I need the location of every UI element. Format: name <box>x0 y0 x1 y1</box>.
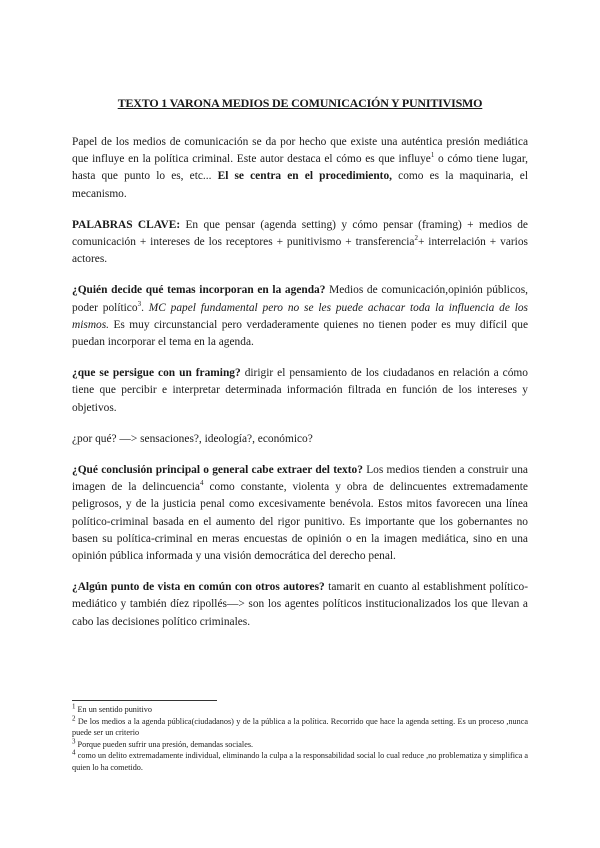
paragraph-framing <box>72 365 528 417</box>
paragraph-text: Papel de los medios de comunicación se da por hecho que existe una auténtica presión mediática que influye en la política criminal. Este autor destaca el cómo es que influye <box>72 136 528 166</box>
paragraph-text: tamarit en cuanto al establishment político-mediático y también díez ripollés—> son los agentes políticos institucionalizados los que llevan a cabo las decisiones político criminales. <box>72 581 528 628</box>
footnote-text: De los medios a la agenda pública(ciudadanos) y de la pública a la política. Recorrido que hace la agenda setting. Es un proceso ,nunca puede ser un criterio <box>72 716 528 738</box>
paragraph-text: como constante, violenta y obra de delincuentes extremadamente peligrosos, y de la justicia penal como excesivamente benévola. Estos mitos favorecen una línea político-criminal basada en el aumento del rigor punitivo. Es importante que los gobernantes no basen su política-criminal en meras encuestas de opinión o en la imagen mediática, sino en una opinión pública informada y una visión democrática del derecho penal. <box>72 481 528 563</box>
paragraph-text: En que pensar (agenda setting) y cómo pensar (framing) + medios de comunicación + intereses de los receptores + punitivismo + transferencia <box>72 218 528 249</box>
footnote-ref[interactable]: 2 <box>414 234 418 243</box>
bold-text: El se centra en el procedimiento, <box>217 170 392 183</box>
document-body <box>72 134 528 645</box>
footnotes <box>72 704 528 774</box>
paragraph-text: + interrelación + varios actores. <box>72 236 528 266</box>
paragraph-text: Medios de comunicación,opinión públicos, poder político <box>72 284 528 314</box>
footnote-separator <box>72 700 217 701</box>
paragraph-agenda <box>72 282 528 351</box>
paragraph-conclusion <box>72 462 528 565</box>
paragraph-text: dirigir el pensamiento de los ciudadanos en relación a cómo tiene que percibir e interpretar determinada información filtrada en función de los intereses y objetivos. <box>72 367 528 414</box>
question-heading: ¿Algún punto de vista en común con otros autores? <box>72 581 325 594</box>
paragraph-text: Los medios tienden a construir una imagen de la delincuencia <box>72 464 528 494</box>
footnote-ref[interactable]: 3 <box>137 299 142 308</box>
footnote <box>72 713 528 739</box>
footnote-number: 2 <box>72 713 76 722</box>
footnote <box>72 739 528 751</box>
italic-text: MC papel fundamental pero no se les puede achacar toda la influencia de los mismos. <box>72 301 528 331</box>
footnote-number: 3 <box>72 737 76 746</box>
footnote-ref[interactable]: 4 <box>199 479 204 488</box>
footnote-number: 4 <box>72 748 76 757</box>
paragraph-text: . <box>141 301 149 314</box>
paragraph-text: Es muy circunstancial pero verdaderamente quienes no tienen poder es muy difícil que puedan incorporar el tema en la agenda. <box>72 318 528 349</box>
footnote-number: 1 <box>72 702 76 711</box>
paragraph-authors <box>72 579 528 631</box>
document-title: TEXTO 1 VARONA MEDIOS DE COMUNICACIÓN Y PUNITIVISMO <box>117 96 483 110</box>
question-heading: ¿Qué conclusión principal o general cabe extraer del texto? <box>72 464 363 477</box>
footnote-text: como un delito extremadamente individual, eliminando la culpa a la responsabilidad social lo cual reduce ,no problematiza y simplifica a quien lo ha cometido. <box>72 751 528 772</box>
footnote <box>72 750 528 773</box>
footnote-text: Porque pueden sufrir una presión, demandas sociales. <box>75 739 254 749</box>
paragraph-intro <box>72 134 528 203</box>
footnote-ref[interactable]: 1 <box>430 151 435 160</box>
footnote <box>72 704 528 716</box>
keywords-label: PALABRAS CLAVE: <box>72 218 181 231</box>
paragraph-text: o cómo tiene lugar, hasta que punto lo es, etc... <box>72 153 529 183</box>
question-heading: ¿Quién decide qué temas incorporan en la agenda? <box>72 284 326 297</box>
footnote-text: En un sentido punitivo <box>75 705 152 714</box>
question-heading: ¿que se persigue con un framing? <box>72 367 241 380</box>
paragraph-text: como es la maquinaria, el mecanismo. <box>72 170 528 200</box>
paragraph-why: ¿por qué? —> sensaciones?, ideología?, económico? <box>72 432 313 445</box>
paragraph-keywords <box>72 217 528 269</box>
